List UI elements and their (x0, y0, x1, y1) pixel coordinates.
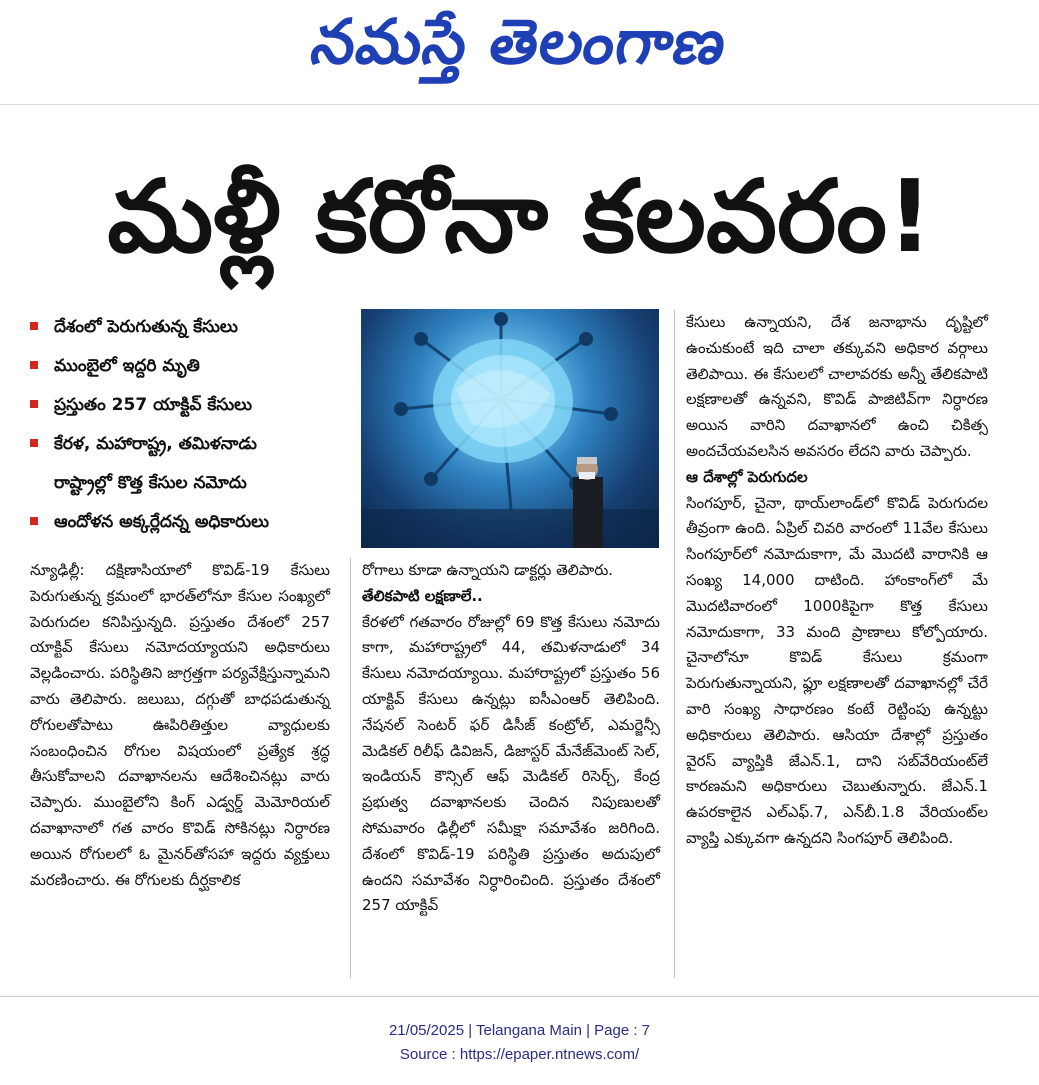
column-divider (674, 310, 675, 978)
headline: మళ్లీ కరోనా కలవరం! (107, 158, 933, 275)
newspaper-logo: నమస్తే తెలంగాణ (306, 5, 734, 78)
article-paragraph: న్యూఢిల్లీ: దక్షిణాసియాలో కొవిడ్-19 కేసులు పెరుగుతున్న క్రమంలో భారత్‌లోనూ కేసుల సంఖ్యలో పెరుగుదల కనిపిస్తున్నది. ప్రస్తుతం దేశంలో 257 యాక్టివ్ కేసులు నమోదయ్యాయని అధికారులు వెల్లడించారు. పరిస్థితిని జాగ్రత్తగా పర్యవేక్షిస్తున్నామని వారు తెలిపారు. జలుబు, దగ్గుతో బాధపడుతున్న రోగులతోపాటు ఊపిరితిత్తుల వ్యాధులకు సంబంధించిన రోగుల విషయంలో ప్రత్యేక శ్రద్ధ తీసుకోవాలని దవాఖానలను ఆదేశించినట్లు వారు చెప్పారు. ముంబైలోని కింగ్ ఎడ్వర్డ్ మెమోరియల్ దవాఖానాలో గత వారం కొవిడ్ సోకినట్లు నిర్ధారణ అయిన రోగులలో ఓ మైనర్‌తోసహా ఇద్దరు వ్యక్తులు మరణించారు. ఈ రోగులకు దీర్ఘకాలిక (30, 561, 330, 889)
bullet-square-icon (30, 361, 38, 369)
footer-source-line: Source : https://epaper.ntnews.com/ (399, 1046, 640, 1063)
article-column-2 (362, 558, 660, 919)
column-divider (350, 558, 351, 978)
bullet-square-icon (30, 439, 38, 447)
highlights-list (30, 310, 350, 544)
article-paragraph: సింగపూర్, చైనా, థాయ్‌లాండ్‌లో కొవిడ్ పెరుగుదల తీవ్రంగా ఉంది. ఏప్రిల్ చివరి వారంలో 11వేల కేసులు సింగపూర్‌లో నమోదుకాగా, మే మొదటి వారానికి ఆ సంఖ్య 14,000 దాటింది. హాంకాంగ్‌లో మే మొదటివారంలో 1000కిపైగా కొత్త కేసులు నమోదుకాగా, 33 మంది ప్రాణాలు కోల్పోయారు. చైనాలోనూ కొవిడ్ కేసులు క్రమంగా పెరుగుతున్నాయని, ఫ్లూ లక్షణాలతో దవాఖానల్లో చేరే వారి సంఖ్య సాధారణం కంటే రెట్టింపు ఉన్నట్టు అధికారులు తెలిపారు. ఆసియా దేశాల్లో ప్రస్తుతం వైరస్ వ్యాప్తికి జేఎన్.1, దాని సబ్‌వేరియంట్‌లే కారణమని అధికారులు చెబుతున్నారు. జేఎన్.1 ఉపరకాలైన ఎల్ఎఫ్.7, ఎన్‌బీ.1.8 వేరియంట్‌ల వ్యాప్తి ఎక్కువగా ఉన్నదని సింగపూర్ తెలిపింది. (686, 493, 988, 847)
masthead (0, 0, 1039, 105)
highlight-item-continued: రాష్ట్రాల్లో కొత్త కేసుల నమోదు (54, 473, 247, 493)
bullet-square-icon (30, 517, 38, 525)
highlight-item: దేశంలో పెరుగుతున్న కేసులు (30, 310, 350, 349)
subheading: తేలికపాటి లక్షణాలే.. (362, 586, 483, 605)
highlight-item: ముంబైలో ఇద్దరి మృతి (30, 349, 350, 388)
highlight-item: ఆందోళన అక్కర్లేదన్న అధికారులు (30, 505, 350, 544)
subheading: ఆ దేశాల్లో పెరుగుదల (686, 467, 808, 486)
highlight-item: ప్రస్తుతం 257 యాక్టివ్ కేసులు (30, 388, 350, 427)
article-column-1 (30, 558, 330, 893)
bullet-square-icon (30, 322, 38, 330)
footer-date-line: 21/05/2025 | Telangana Main | Page : 7 (388, 1022, 651, 1039)
footer-divider (0, 996, 1039, 997)
virus-photo (361, 309, 659, 548)
highlight-item: కేరళ, మహారాష్ట్ర, తమిళనాడు (30, 427, 350, 466)
article-paragraph: రోగాలు కూడా ఉన్నాయని డాక్టర్లు తెలిపారు. (362, 561, 614, 579)
article-column-3 (686, 310, 988, 852)
bullet-square-icon (30, 400, 38, 408)
article-paragraph: కేసులు ఉన్నాయని, దేశ జనాభాను దృష్టిలో ఉంచుకుంటే ఇది చాలా తక్కువని అధికార వర్గాలు తెలిపాయి. ఈ కేసులలో చాలావరకు అన్నీ తేలికపాటి లక్షణాలతో ఉన్నవని, కొవిడ్ పాజిటివ్‌గా నిర్ధారణ అయిన వారిని దవాఖానలో ఉంచి చికిత్స అందచేయవలసిన అవసరం లేదని వారు చెప్పారు. (686, 313, 988, 460)
virus-illustration-icon (361, 309, 659, 548)
article-paragraph: కేరళలో గతవారం రోజుల్లో 69 కొత్త కేసులు నమోదు కాగా, మహారాష్ట్రలో 44, తమిళనాడులో 34 కేసులు నమోదయ్యాయి. మహారాష్ట్రలో ప్రస్తుతం 56 యాక్టివ్ కేసులు ఉన్నట్లు ఐసీఎంఆర్ తెలిపింది. నేషనల్ సెంటర్ ఫర్ డిసీజ్ కంట్రోల్, ఎమర్జెన్సీ మెడికల్ రిలీఫ్ డివిజన్, డిజాస్టర్ మేనేజ్‌మెంట్ సెల్, ఇండియన్ కౌన్సిల్ ఆఫ్ మెడికల్ రిసెర్చ్, కేంద్ర ప్రభుత్వ దవాఖానలకు చెందిన నిపుణులతో సోమవారం ఢిల్లీలో సమీక్షా సమావేశం జరిగింది. దేశంలో కొవిడ్-19 పరిస్థితి ప్రస్తుతం అదుపులో ఉందని సమావేశం నిర్ధారించింది. ప్రస్తుతం దేశంలో 257 యాక్టివ్ (362, 612, 660, 915)
